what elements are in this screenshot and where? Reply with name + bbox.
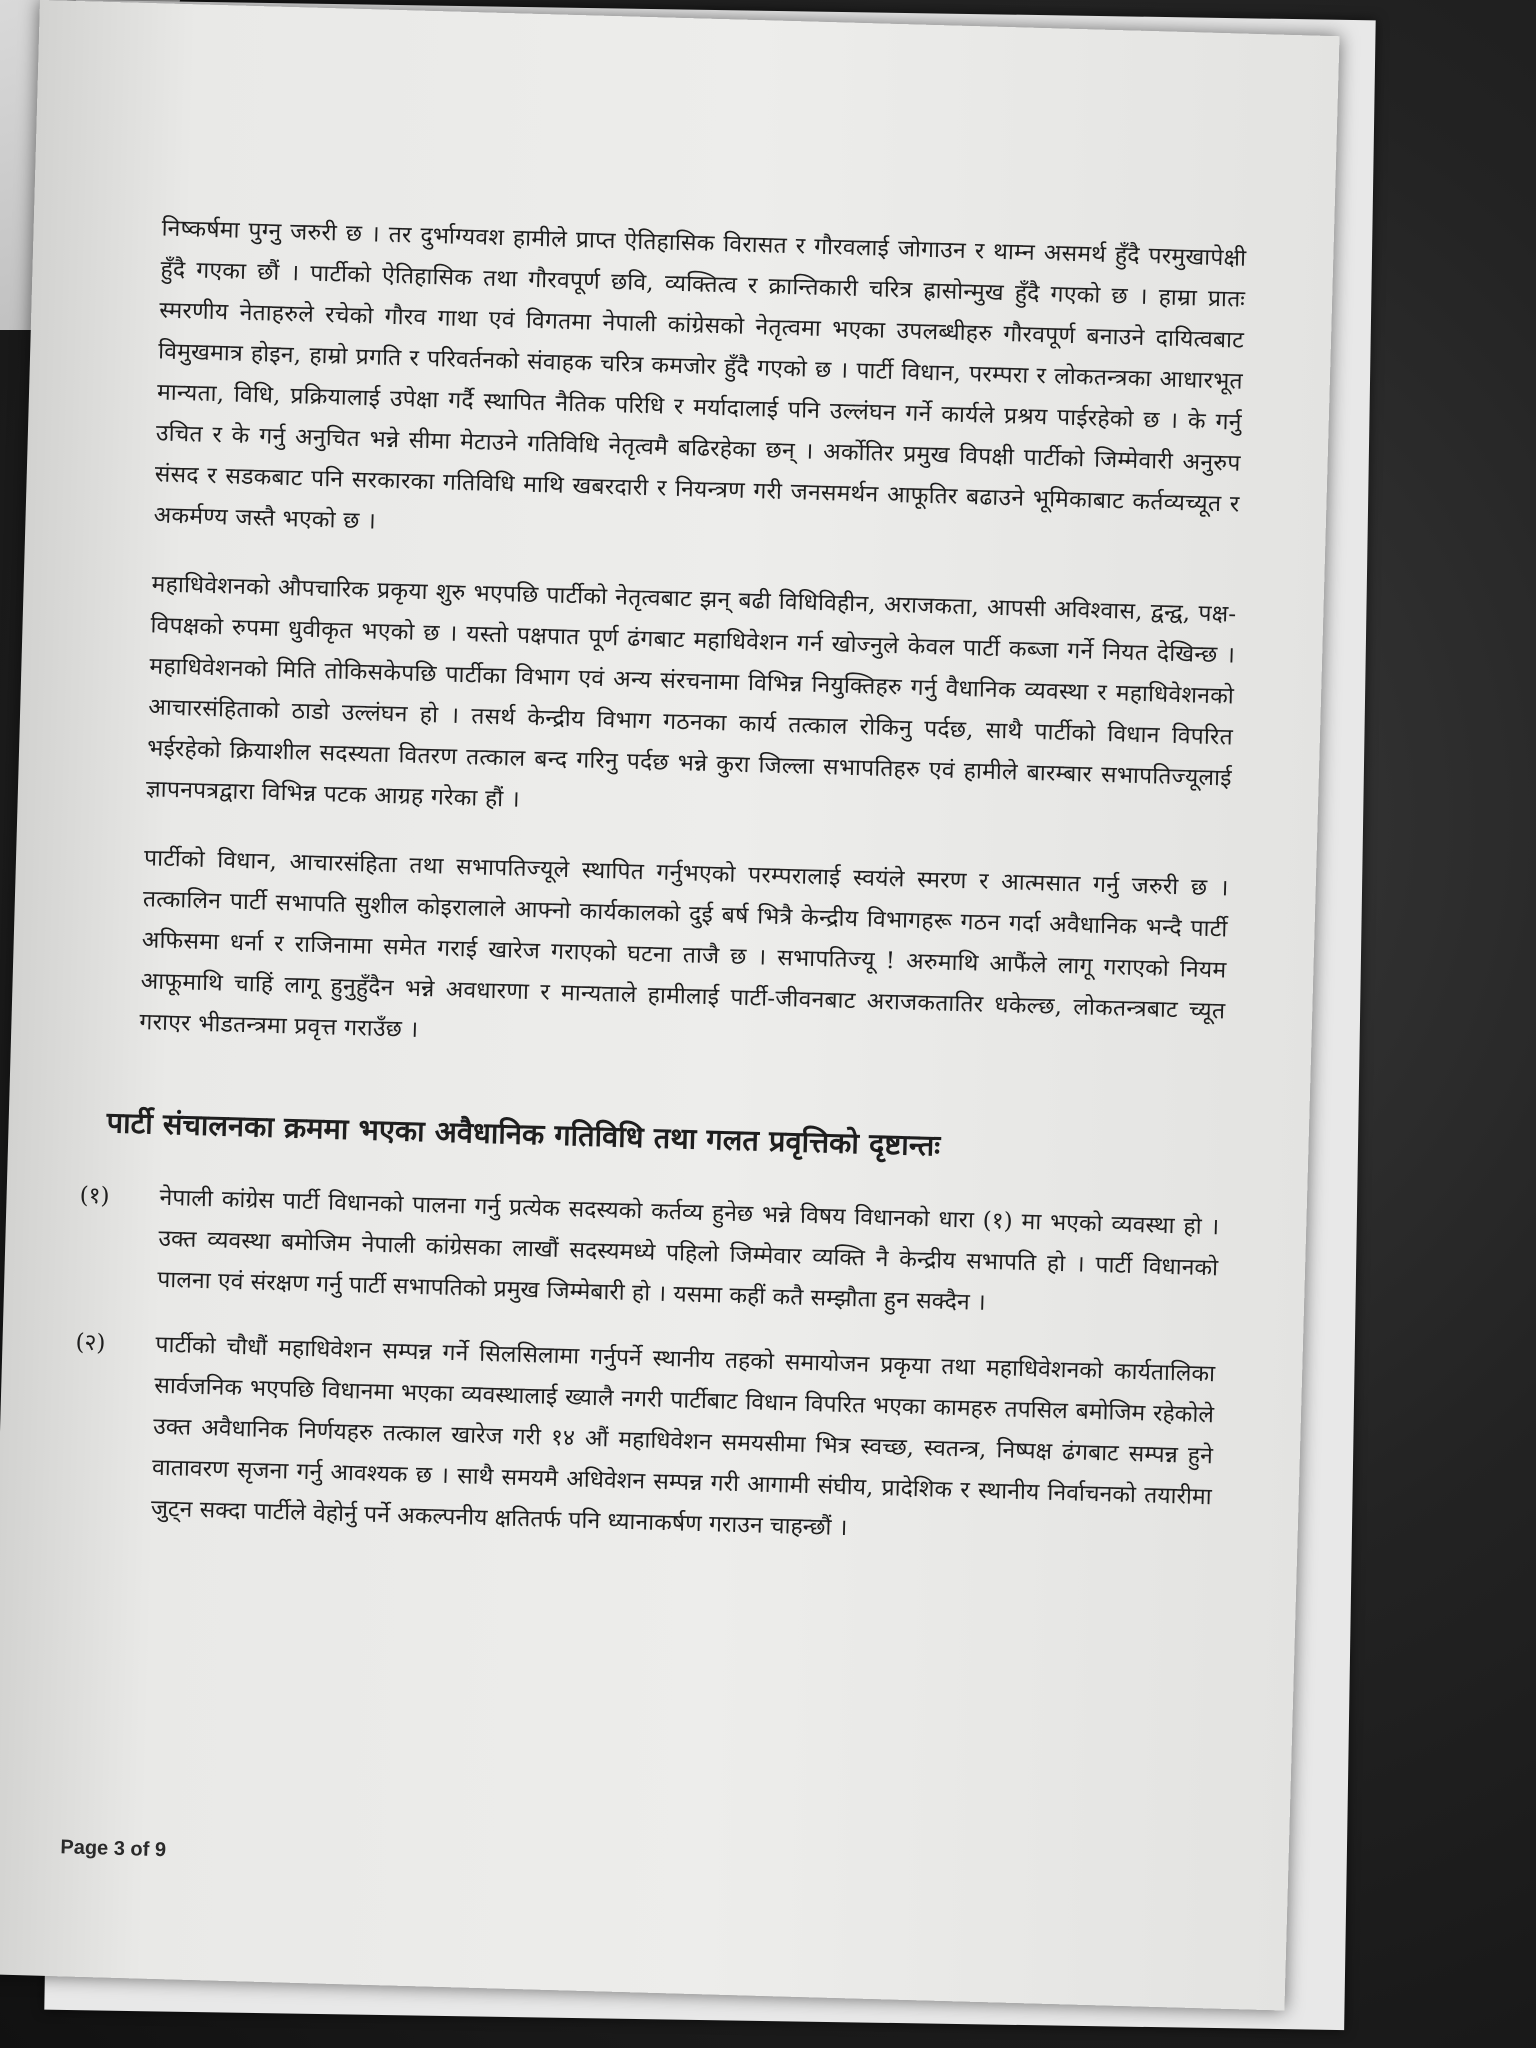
numbered-item-1 (77, 1176, 1220, 1331)
item-number: (१) (79, 1182, 110, 1210)
item-number: (२) (75, 1329, 106, 1357)
page-number-footer (60, 1836, 166, 1862)
section-heading: पार्टी संचालनका क्रममा भएका अवैधानिक गतिविधि तथा गलत प्रवृत्तिको दृष्टान्तः (106, 1105, 941, 1163)
paragraph-3: पार्टीको विधान, आचारसंहिता तथा सभापतिज्यूले स्थापित गर्नुभएको परम्परालाई स्वयंले स्मरण र आत्मसात गर्नु जरुरी छ । तत्कालिन पार्टी सभापति सुशील कोइरालाले आफ्नो कार्यकालको दुई बर्ष भित्रै केन्द्रीय विभागहरू गठन गर्दा अवैधानिक भन्दै पार्टी अफिसमा धर्ना र राजिनामा समेत गराई खारेज गराएको घटना ताजै छ । सभापतिज्यू ! अरुमाथि आफैंले लागू गराएको नियम आफूमाथि चाहिं लागू हुनुहुँदैन भन्ने अवधारणा र मान्यताले हामीलाई पार्टी-जीवनबाट अराजकतातिर धकेल्छ, लोकतन्त्रबाट च्यूत गराएर भीडतन्त्रमा प्रवृत्त गराउँछ । (139, 845, 1230, 1043)
footer-prefix: Page (60, 1836, 115, 1860)
total-page-number: 9 (154, 1838, 167, 1862)
numbered-item-2 (70, 1323, 1215, 1560)
item-text: पार्टीको चौधौं महाधिवेशन सम्पन्न गर्ने सिलसिलामा गर्नुपर्ने स्थानीय तहको समायोजन प्रकृया तथा महाधिवेशनको कार्यतालिका सार्वजनिक भएपछि विधानमा भएका व्यवस्थालाई ख्यालै नगरी पार्टीबाट विधान विपरित भएका कामहरु तपसिल बमोजिम रहेकोले उक्त अवैधानिक निर्णयहरु तत्काल खारेज गरी १४ औं महाधिवेशन समयसीमा भित्र स्वच्छ, स्वतन्त्र, निष्पक्ष ढंगबाट सम्पन्न हुने वातावरण सृजना गर्नु आवश्यक छ । साथै समयमै अधिवेशन सम्पन्न गरी आगामी संघीय, प्रादेशिक र स्थानीय निर्वाचनको तयारीमा जुट्न सक्दा पार्टीले वेहोर्नु पर्ने अकल्पनीय क्षतितर्फ पनि ध्यानाकर्षण गराउन चाहन्छौं । (150, 1331, 1216, 1542)
page-content (75, 208, 1247, 1583)
footer-middle: of (124, 1838, 156, 1861)
paragraph-1: निष्कर्षमा पुग्नु जरुरी छ । तर दुर्भाग्यवश हामीले प्राप्त ऐतिहासिक विरासत र गौरवलाई जोगाउन र थाम्न असमर्थ हुँदै परमुखापेक्षी हुँदै गएका छौं । पार्टीको ऐतिहासिक तथा गौरवपूर्ण छवि, व्यक्तित्व र क्रान्तिकारी चरित्र ह्रासोन्मुख हुँदै गएको छ । हाम्रा प्रातः स्मरणीय नेताहरुले रचेको गौरव गाथा एवं विगतमा नेपाली कांग्रेसको नेतृत्वमा भएका उपलब्धीहरु गौरवपूर्ण बनाउने दायित्वबाट विमुखमात्र होइन, हाम्रो प्रगति र परिवर्तनको संवाहक चरित्र कमजोर हुँदै गएको छ । पार्टी विधान, परम्परा र लोकतन्त्रका आधारभूत मान्यता, विधि, प्रक्रियालाई उपेक्षा गर्दै स्थापित नैतिक परिधि र मर्यादालाई पनि उल्लंघन गर्ने कार्यले प्रश्रय पाईरहेको छ । के गर्नु उचित र के गर्नु अनुचित भन्ने सीमा मेटाउने गतिविधि नेतृत्वमै बढिरहेका छन् । अर्कोतिर प्रमुख विपक्षी पार्टीको जिम्मेवारी अनुरुप संसद र सडकबाट पनि सरकारका गतिविधि माथि खबरदारी र नियन्त्रण गरी जनसमर्थन आफूतिर बढाउने भूमिकाबाट कर्तव्यच्यूत र अकर्मण्य जस्तै भएको छ । (153, 215, 1247, 535)
item-text: नेपाली कांग्रेस पार्टी विधानको पालना गर्नु प्रत्येक सदस्यको कर्तव्य हुनेछ भन्ने विषय विधानको धारा (१) मा भएको व्यवस्था हो । उक्त व्यवस्था बमोजिम नेपाली कांग्रेसका लाखौं सदस्यमध्ये पहिलो जिम्मेवार व्यक्ति नै केन्द्रीय सभापति हो । पार्टी विधानको पालना एवं संरक्षण गर्नु पार्टी सभापतिको प्रमुख जिम्मेबारी हो । यसमा कहीं कतै सम्झौता हुन सक्दैन । (156, 1184, 1220, 1316)
paragraph-2: महाधिवेशनको औपचारिक प्रकृया शुरु भएपछि पार्टीको नेतृत्वबाट झन् बढी विधिविहीन, अराजकता, आपसी अविश्वास, द्वन्द्व, पक्ष-विपक्षको रुपमा धुवीकृत भएको छ । यस्तो पक्षपात पूर्ण ढंगबाट महाधिवेशन गर्न खोज्नुले केवल पार्टी कब्जा गर्ने नियत देखिन्छ । महाधिवेशनको मिति तोकिसकेपछि पार्टीका विभाग एवं अन्य संरचनामा विभिन्न नियुक्तिहरु गर्नु वैधानिक व्यवस्था र महाधिवेशनको आचारसंहिताको ठाडो उल्लंघन हो । तसर्थ केन्द्रीय विभाग गठनका कार्य तत्काल रोकिनु पर्दछ, साथै पार्टीको विधान विपरित भईरहेको क्रियाशील सदस्यता वितरण तत्काल बन्द गरिनु पर्दछ भन्ने कुरा जिल्ला सभापतिहरु एवं हामीले बारम्बार सभापतिज्यूलाई ज्ञापनपत्रद्वारा विभिन्न पटक आग्रह गरेका हौं । (145, 571, 1237, 813)
current-page-number: 3 (113, 1837, 126, 1861)
